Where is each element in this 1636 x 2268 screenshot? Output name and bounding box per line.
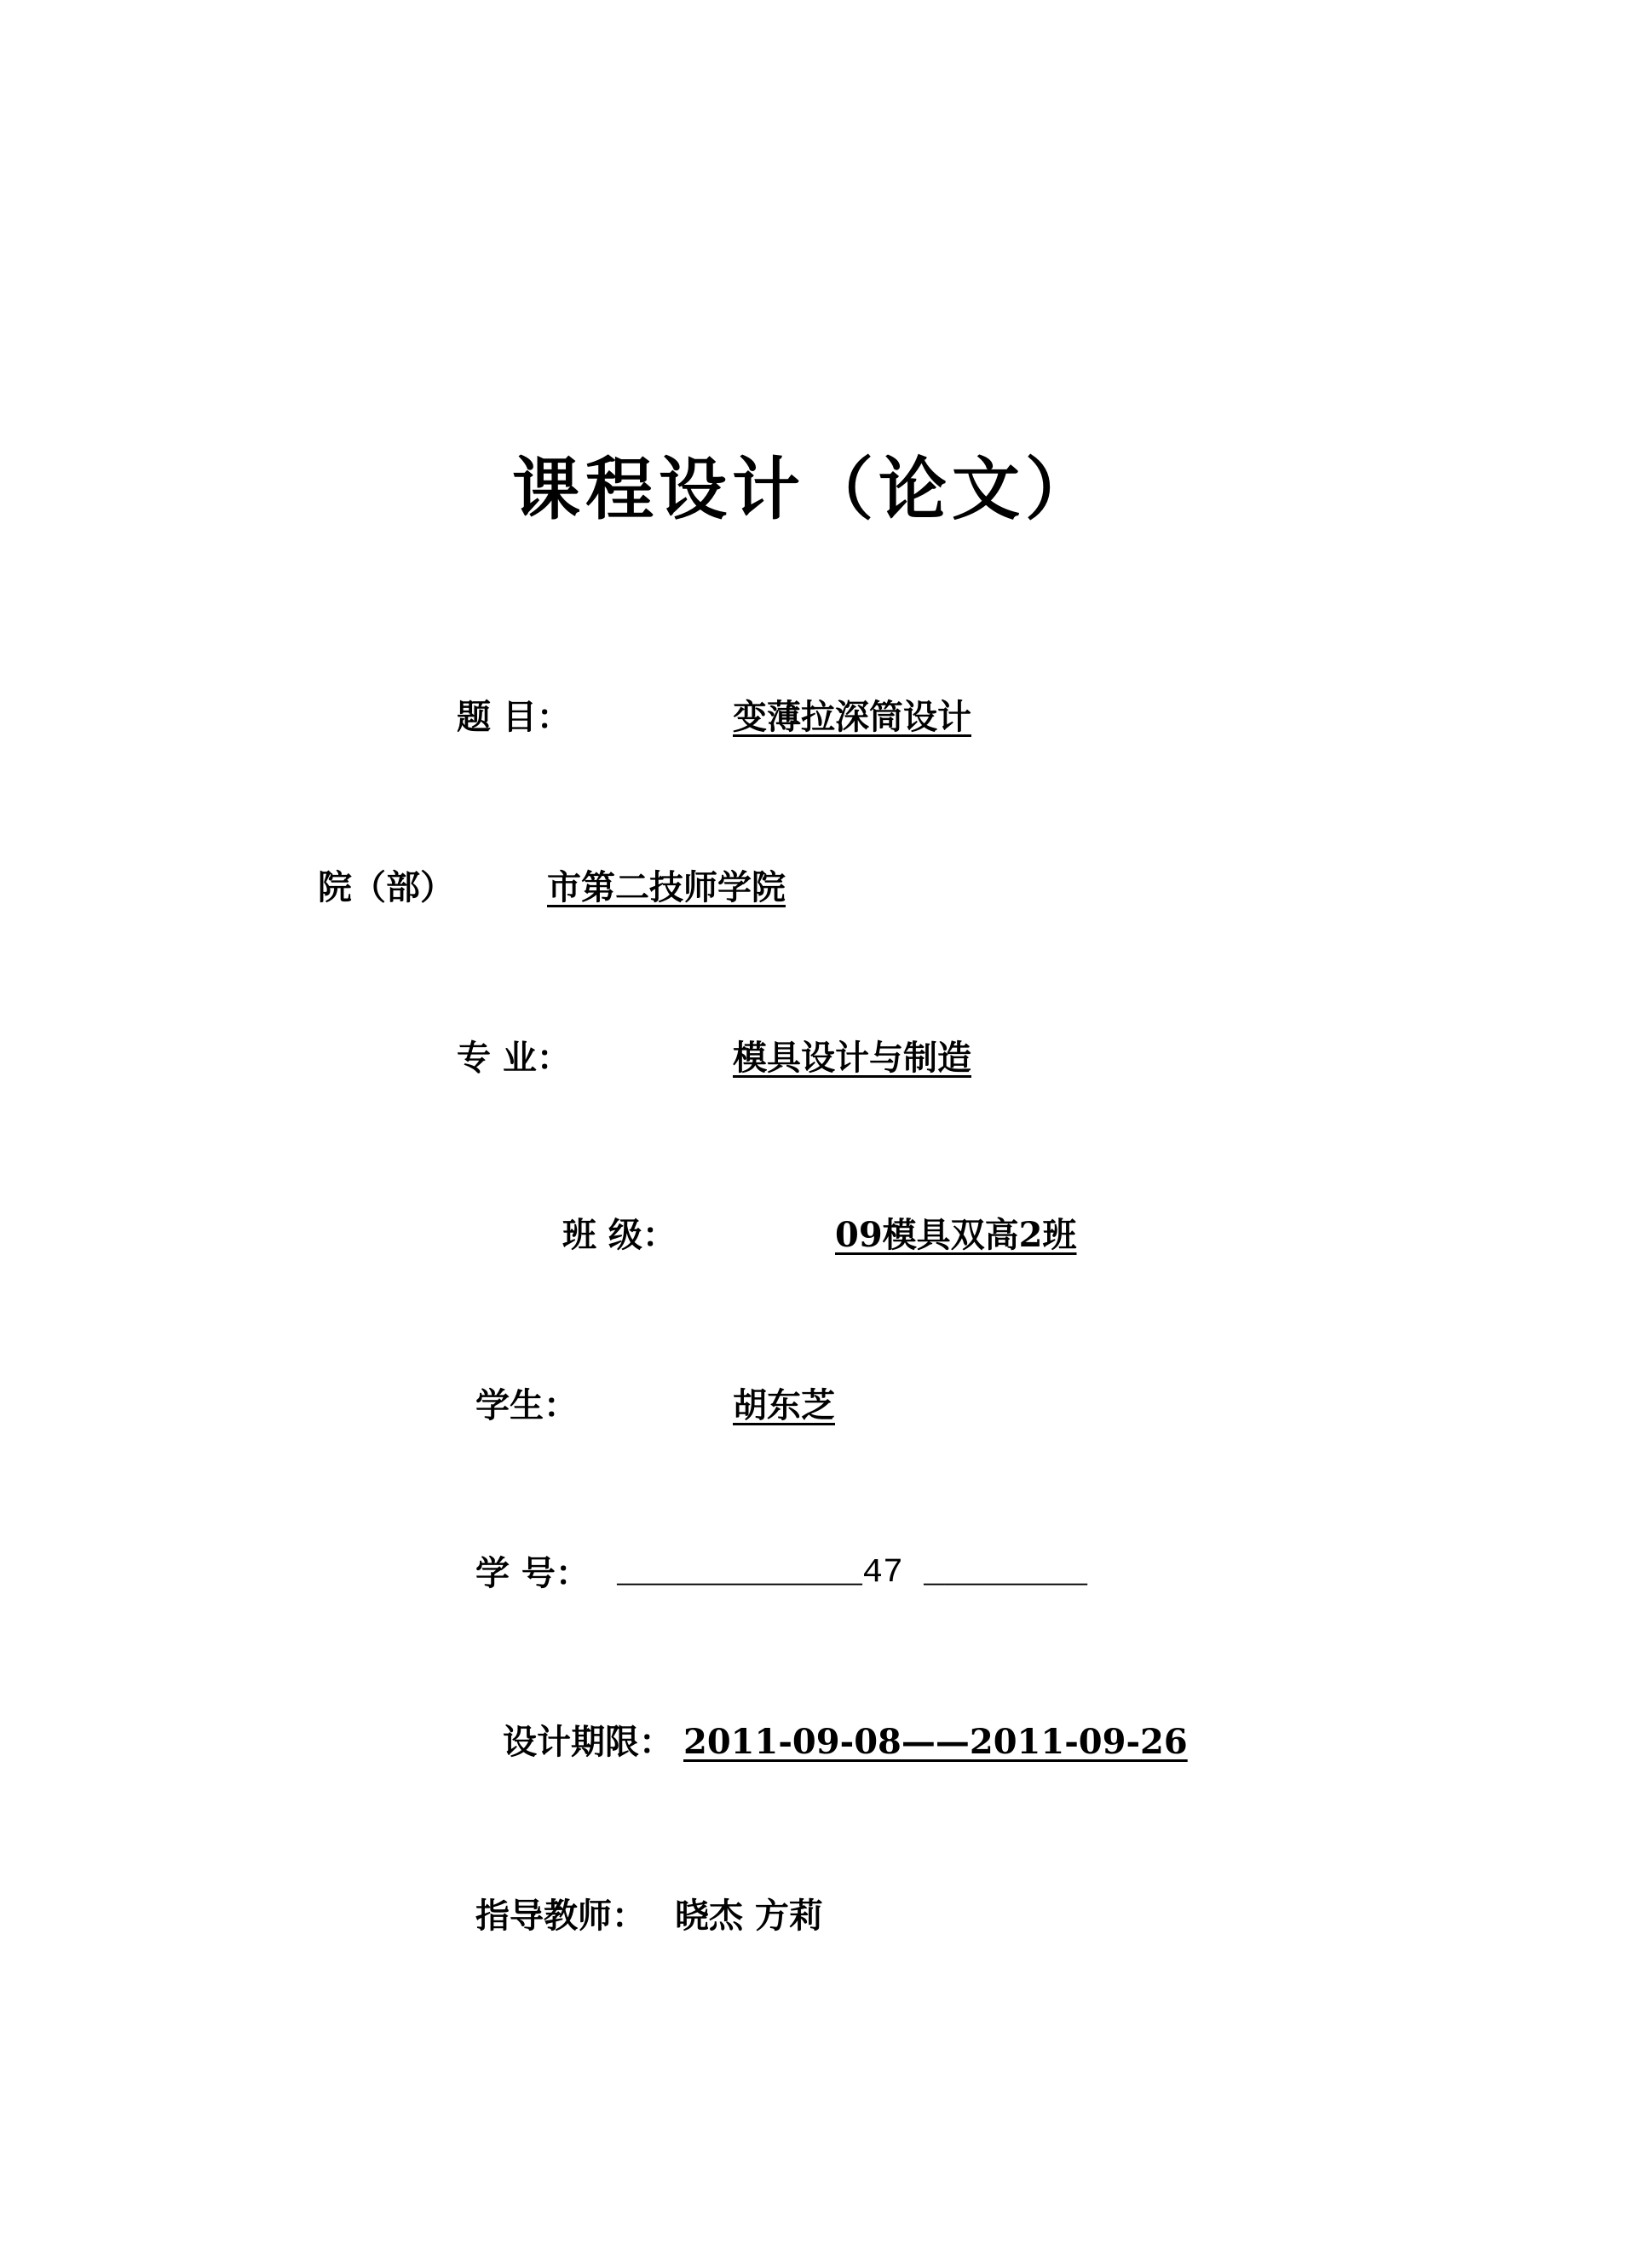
student-value: 胡东芝 — [733, 1385, 835, 1425]
cover-title: 课程设计（论文） — [512, 448, 1098, 529]
design-period-label: 设计期限： — [503, 1722, 673, 1762]
college-value: 市第二技师学院 — [547, 867, 786, 907]
advisor-value: 晓杰 方莉 — [675, 1896, 823, 1936]
class-value: 09模具双高2班 — [835, 1215, 1077, 1255]
advisor-label: 指导教师： — [475, 1896, 646, 1936]
topic-value: 变薄拉深筒设计 — [733, 697, 971, 737]
topic-label: 题 目： — [457, 697, 571, 737]
student-label: 学生： — [475, 1385, 578, 1425]
design-period-value: 2011-09-08——2011-09-26 — [683, 1722, 1188, 1762]
major-value: 模具设计与制造 — [733, 1038, 971, 1078]
student-number-label: 学 号： — [475, 1553, 590, 1593]
class-label: 班 级： — [562, 1215, 677, 1255]
student-number-value: ____________47 ________ — [617, 1554, 1088, 1592]
college-label: 院（部） — [318, 867, 454, 907]
major-label: 专 业： — [457, 1038, 571, 1078]
